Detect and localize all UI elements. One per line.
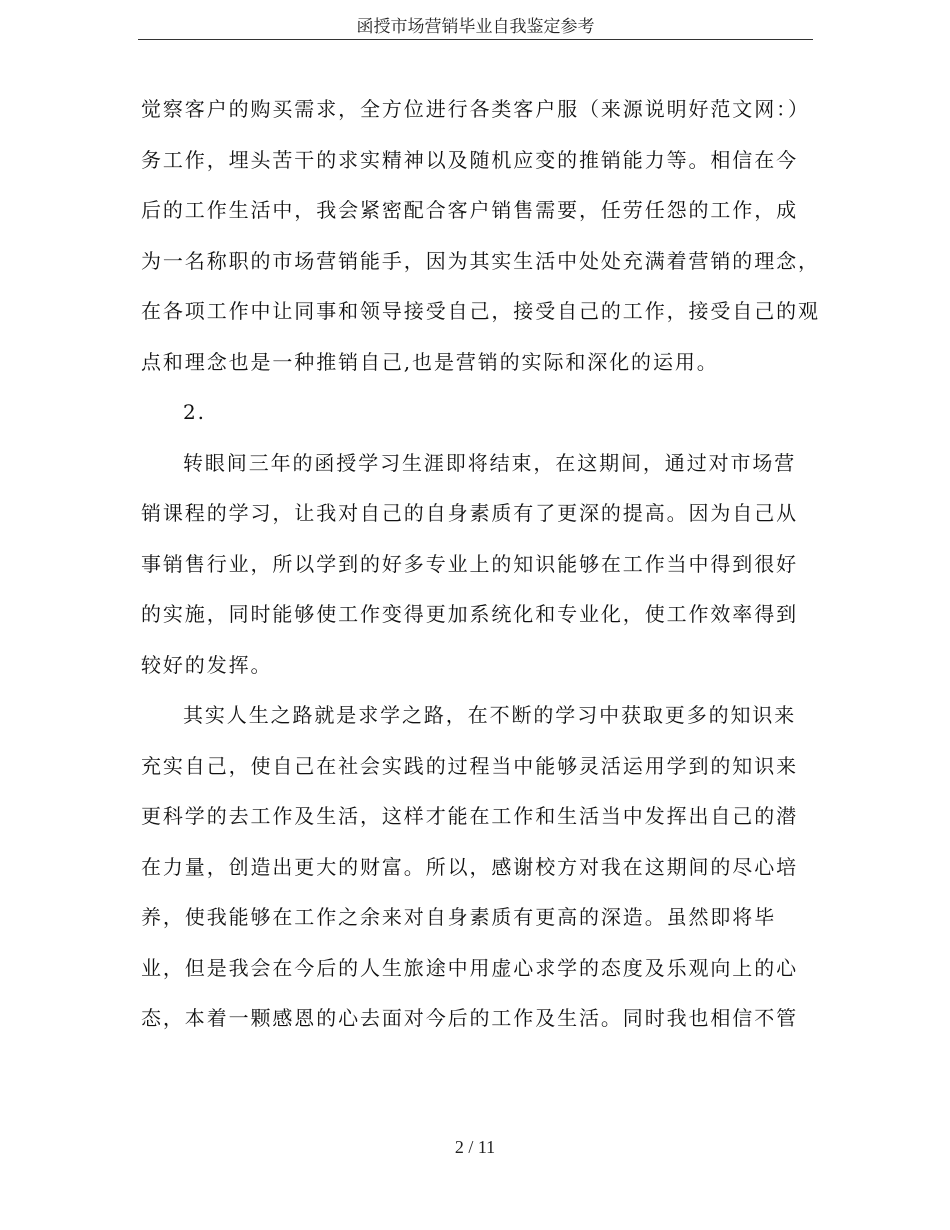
- text-line: 觉察客户的购买需求，全方位进行各类客户服（来源说明好范文网：）: [141, 97, 810, 121]
- page-header-title: 函授市场营销毕业自我鉴定参考: [356, 17, 595, 37]
- text-line: 转眼间三年的函授学习生涯即将结束，在这期间，通过对市场营: [183, 450, 797, 475]
- text-line: 后的工作生活中，我会紧密配合客户销售需要，任劳任怨的工作，成: [141, 198, 798, 222]
- text-line: 的实施，同时能够使工作变得更加系统化和专业化，使工作效率得到: [141, 602, 798, 626]
- text-line: 务工作，埋头苦干的求实精神以及随机应变的推销能力等。相信在今: [141, 147, 798, 172]
- text-line: 为一名称职的市场营销能手，因为其实生活中处处充满着营销的理念，: [141, 248, 820, 273]
- text-line: 其实人生之路就是求学之路，在不断的学习中获取更多的知识来: [183, 703, 797, 727]
- text-line: 点和理念也是一种推销自己,也是营销的实际和深化的运用。: [141, 349, 719, 374]
- text-line: 充实自己，使自己在社会实践的过程当中能够灵活运用学到的知识来: [141, 753, 798, 778]
- text-line: 态，本着一颗感恩的心去面对今后的工作及生活。同时我也相信不管: [141, 1006, 798, 1030]
- text-line: 较好的发挥。: [141, 652, 273, 677]
- page-number: 2 / 11: [454, 1137, 496, 1157]
- text-line: 业，但是我会在今后的人生旅途中用虚心求学的态度及乐观向上的心: [141, 955, 798, 980]
- text-line: 事销售行业，所以学到的好多专业上的知识能够在工作当中得到很好: [141, 551, 798, 576]
- section-number: 2.: [183, 400, 206, 424]
- text-line: 销课程的学习，让我对自己的自身素质有了更深的提高。因为自己从: [141, 501, 798, 525]
- header-divider: [138, 39, 813, 40]
- document-body: [141, 84, 820, 1044]
- text-line: 更科学的去工作及生活，这样才能在工作和生活当中发挥出自己的潜: [141, 804, 798, 828]
- text-line: 在力量，创造出更大的财富。所以，感谢校方对我在这期间的尽心培: [141, 854, 798, 879]
- text-line: 养，使我能够在工作之余来对自身素质有更高的深造。虽然即将毕: [141, 905, 777, 929]
- text-line: 在各项工作中让同事和领导接受自己，接受自己的工作，接受自己的观: [141, 299, 820, 323]
